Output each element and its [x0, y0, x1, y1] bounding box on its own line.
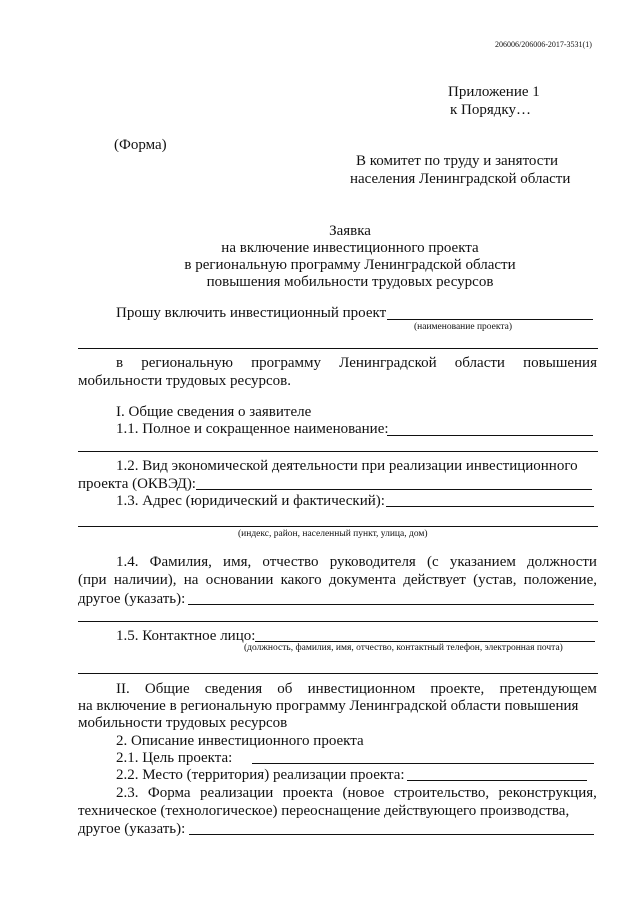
item-2-3-line-1: 2.3. Форма реализации проекта (новое строительство, реконструкция,	[116, 785, 597, 801]
project-name-hint: (наименование проекта)	[414, 322, 513, 332]
request-text: Прошу включить инвестиционный проект	[116, 305, 387, 321]
item-2-label: 2. Описание инвестиционного проекта	[116, 733, 364, 749]
project-goal-field[interactable]	[252, 763, 594, 764]
project-location-field[interactable]	[407, 780, 587, 781]
item-1-3-label: 1.3. Адрес (юридический и фактический):	[116, 493, 385, 509]
request-continuation-line-2: мобильности трудовых ресурсов.	[78, 373, 291, 389]
section-1-heading: I. Общие сведения о заявителе	[116, 404, 312, 420]
item-1-5-label: 1.5. Контактное лицо:	[116, 628, 256, 644]
title-line-1: Заявка	[329, 223, 371, 239]
item-1-2-line-2: проекта (ОКВЭД):	[78, 476, 196, 492]
contact-hint: (должность, фамилия, имя, отчество, контактный телефон, электронная почта)	[244, 643, 563, 653]
okved-field[interactable]	[196, 489, 592, 490]
contact-field-cont[interactable]	[78, 673, 598, 674]
item-2-3-line-2: техническое (технологическое) переоснащение действующего производства,	[78, 803, 570, 819]
project-name-field[interactable]	[387, 319, 593, 320]
address-hint: (индекс, район, населенный пункт, улица, дом)	[238, 529, 428, 539]
item-2-1-label: 2.1. Цель проекта:	[116, 750, 233, 766]
full-name-field-cont[interactable]	[78, 451, 598, 452]
form-label: (Форма)	[114, 137, 167, 153]
title-line-2: на включение инвестиционного проекта	[221, 240, 479, 256]
project-name-field-cont[interactable]	[78, 348, 598, 349]
address-field[interactable]	[386, 506, 594, 507]
full-name-field[interactable]	[387, 435, 593, 436]
item-1-4-line-1: 1.4. Фамилия, имя, отчество руководителя (с указанием должности	[116, 554, 597, 570]
item-2-2-label: 2.2. Место (территория) реализации проекта:	[116, 767, 405, 783]
section-2-heading-line-3: мобильности трудовых ресурсов	[78, 715, 288, 731]
addressee-line-1: В комитет по труду и занятости	[356, 153, 559, 169]
address-field-cont[interactable]	[78, 526, 598, 527]
item-1-4-line-3: другое (указать):	[78, 591, 186, 607]
addressee-line-2: населения Ленинградской области	[350, 171, 571, 187]
request-continuation-line-1: в региональную программу Ленинградской области повышения	[116, 355, 597, 371]
title-line-3: в региональную программу Ленинградской области	[184, 257, 516, 273]
section-2-heading-line-1: II. Общие сведения об инвестиционном проекте, претендующем	[116, 681, 597, 697]
section-2-heading-line-2: на включение в региональную программу Ленинградской области повышения	[78, 698, 579, 714]
director-field-cont[interactable]	[78, 621, 598, 622]
title-line-4: повышения мобильности трудовых ресурсов	[206, 274, 494, 290]
director-field[interactable]	[188, 604, 594, 605]
appendix-line-2: к Порядку…	[450, 102, 531, 118]
item-1-2-line-1: 1.2. Вид экономической деятельности при реализации инвестиционного	[116, 458, 578, 474]
contact-field[interactable]	[255, 641, 595, 642]
item-2-3-line-3: другое (указать):	[78, 821, 186, 837]
appendix-line-1: Приложение 1	[448, 84, 540, 100]
document-number: 206006/206006-2017-3531(1)	[495, 40, 592, 49]
implementation-form-field[interactable]	[189, 834, 594, 835]
item-1-4-line-2: (при наличии), на основании какого документа действует (устав, положение,	[78, 572, 597, 588]
item-1-1-label: 1.1. Полное и сокращенное наименование:	[116, 421, 389, 437]
